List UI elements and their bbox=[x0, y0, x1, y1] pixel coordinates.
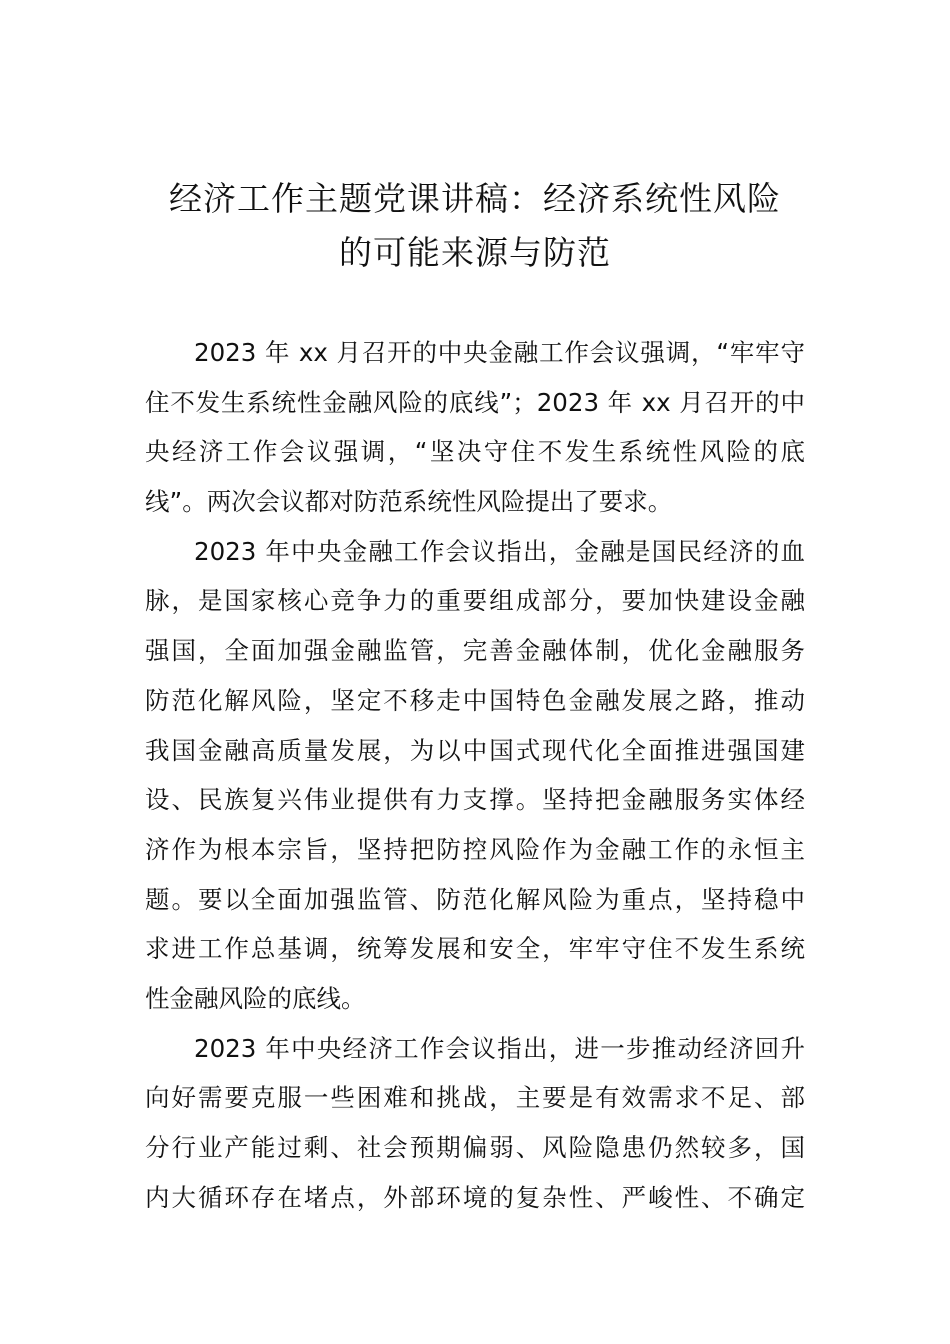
text-line: 设、民族复兴伟业提供有力支撑。坚持把金融服务实体经 bbox=[145, 785, 805, 815]
text-line: 脉，是国家核心竞争力的重要组成部分，要加快建设金融 bbox=[145, 586, 805, 616]
text-line: 线”。两次会议都对防范系统性风险提出了要求。 bbox=[145, 487, 673, 517]
text-line: 央经济工作会议强调，“坚决守住不发生系统性风险的底 bbox=[145, 437, 805, 467]
text-line: 强国，全面加强金融监管，完善金融体制，优化金融服务 bbox=[145, 636, 805, 666]
document-body bbox=[145, 328, 805, 1328]
text-line: 2023 年中央金融工作会议指出，金融是国民经济的血 bbox=[194, 536, 805, 566]
text-line: 住不发生系统性金融风险的底线”；2023 年 xx 月召开的中 bbox=[145, 387, 805, 417]
text-line: 求进工作总基调，统筹发展和安全，牢牢守住不发生系统 bbox=[145, 934, 805, 964]
paragraph bbox=[145, 1024, 805, 1223]
text-line: 题。要以全面加强监管、防范化解风险为重点，坚持稳中 bbox=[145, 884, 805, 914]
text-line: 2023 年中央经济工作会议指出，进一步推动经济回升 bbox=[194, 1033, 805, 1063]
text-line: 性金融风险的底线。 bbox=[145, 983, 366, 1013]
text-line: 2023 年 xx 月召开的中央金融工作会议强调，“牢牢守 bbox=[194, 338, 805, 367]
paragraph bbox=[145, 527, 805, 1024]
text-line: 我国金融高质量发展，为以中国式现代化全面推进强国建 bbox=[145, 735, 805, 765]
text-line: 防范化解风险，坚定不移走中国特色金融发展之路，推动 bbox=[145, 685, 805, 715]
document-title bbox=[145, 172, 805, 280]
title-line: 的可能来源与防范 bbox=[339, 233, 611, 272]
paragraph bbox=[145, 328, 805, 527]
text-line: 内大循环存在堵点，外部环境的复杂性、严峻性、不确定 bbox=[145, 1182, 805, 1212]
text-line: 济作为根本宗旨，坚持把防控风险作为金融工作的永恒主 bbox=[145, 834, 805, 864]
text-line: 分行业产能过剩、社会预期偏弱、风险隐患仍然较多，国 bbox=[145, 1133, 805, 1162]
text-line: 向好需要克服一些困难和挑战，主要是有效需求不足、部 bbox=[145, 1083, 805, 1113]
title-line: 经济工作主题党课讲稿：经济系统性风险 bbox=[169, 179, 781, 218]
